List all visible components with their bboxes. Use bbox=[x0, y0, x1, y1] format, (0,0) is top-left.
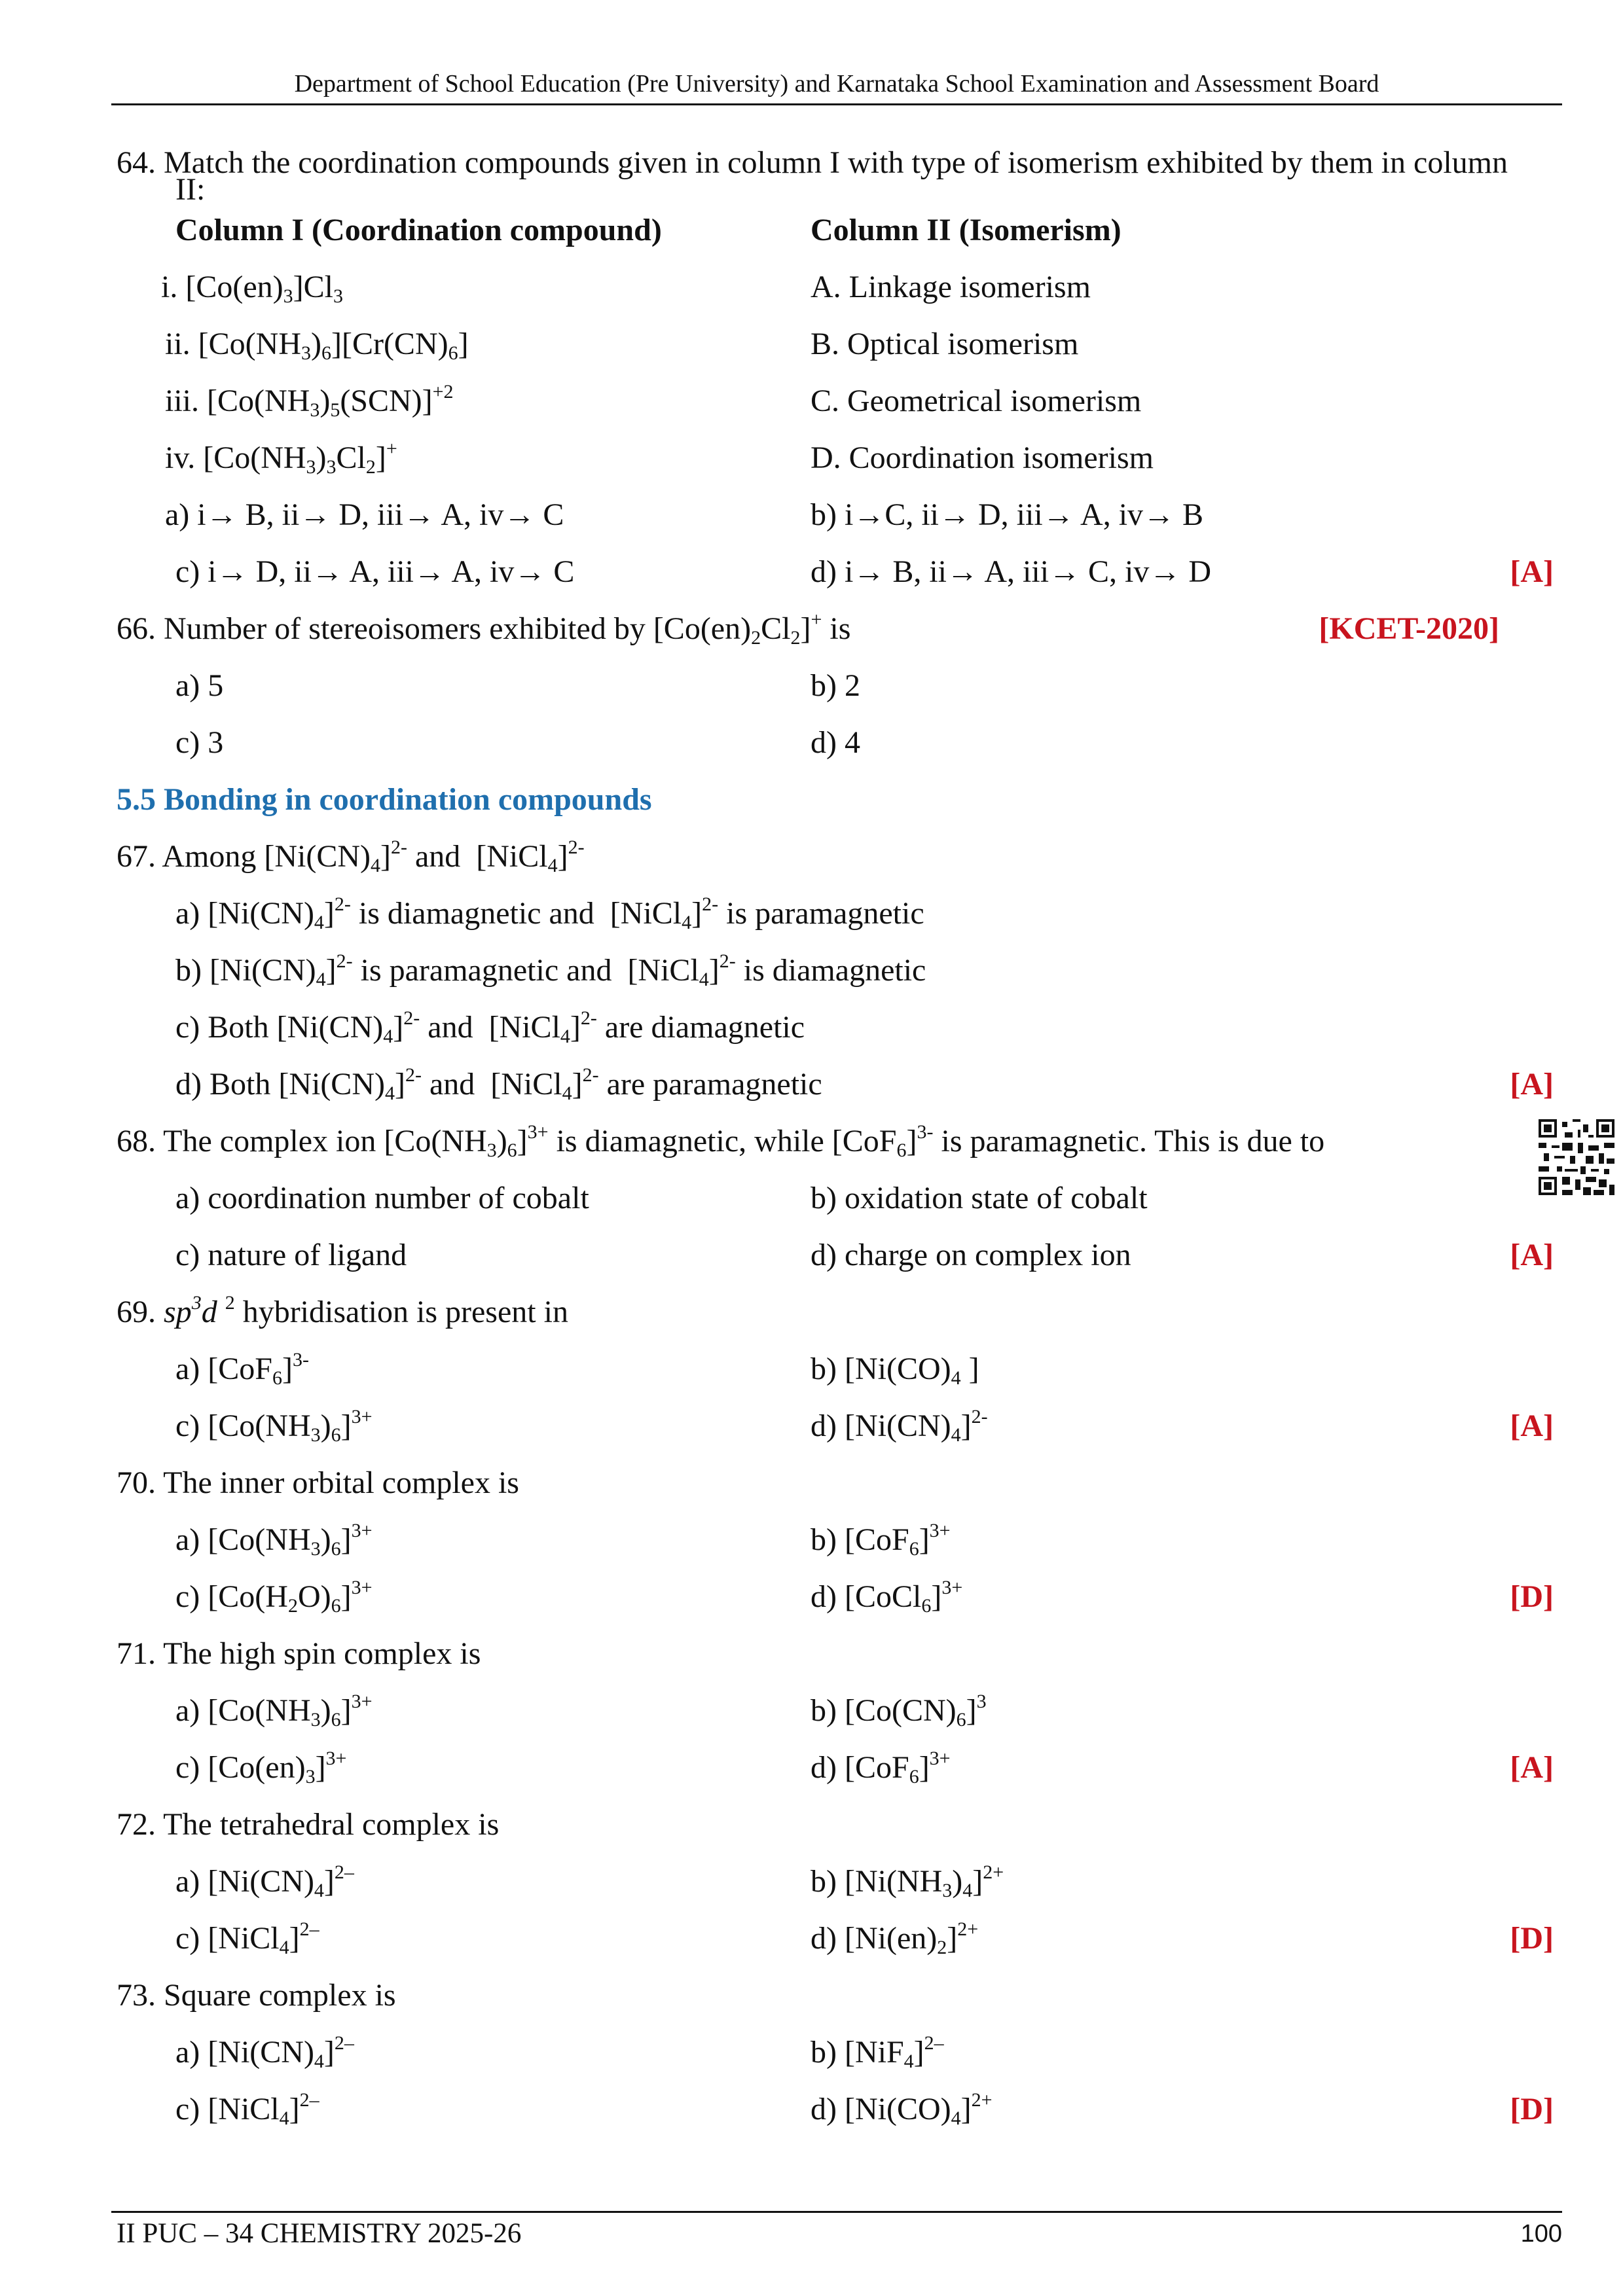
column-1-item: i. $[Co(en)_3]Cl_3$ bbox=[161, 270, 343, 307]
column-2-item: B. Optical isomerism bbox=[811, 327, 1079, 361]
option-d[interactable]: d) $[Ni(CO)_4]^{2+}$ bbox=[811, 2089, 993, 2129]
question-73-stem: 73. Square complex is bbox=[117, 1978, 396, 2013]
column-2-header: Column II (Isomerism) bbox=[811, 213, 1122, 247]
option-b[interactable]: b) $[Ni(NH_3)_4]^{2+}$ bbox=[811, 1861, 1004, 1901]
option-row bbox=[117, 1853, 1557, 1910]
option-d[interactable]: d) $[CoF_6]^{3+}$ bbox=[811, 1748, 951, 1787]
column-2-item: D. Coordination isomerism bbox=[811, 440, 1154, 475]
option-row bbox=[117, 1227, 1557, 1283]
page-number: 100 bbox=[1520, 2220, 1562, 2248]
option-row bbox=[117, 486, 1557, 543]
option-b[interactable]: b) $[CoF_6]^{3+}$ bbox=[811, 1520, 951, 1560]
option-b[interactable]: b) $[NiF_4]^{2-}$ bbox=[811, 2032, 944, 2072]
option-row bbox=[117, 885, 1557, 942]
option-d[interactable]: d) [CoCl$_6$]$^{3+}$ bbox=[811, 1577, 963, 1617]
option-a[interactable]: a) coordination number of cobalt bbox=[175, 1181, 589, 1215]
option-row bbox=[117, 714, 1557, 771]
option-a[interactable]: a) i→ B, ii→ D, iii→ A, iv→ C bbox=[165, 497, 564, 532]
option-d[interactable]: d) 4 bbox=[811, 725, 860, 760]
column-1-header: Column I (Coordination compound) bbox=[175, 213, 662, 247]
option-b[interactable]: b) [$Ni(CO)_4$ ] bbox=[811, 1352, 979, 1389]
option-row bbox=[117, 1511, 1557, 1568]
question-69-stem: 69. $sp^3d$ $^2$ hybridisation is present in bbox=[117, 1292, 568, 1329]
option-a[interactable]: a) $[CoF_6]^{3-}$ bbox=[175, 1349, 309, 1389]
exam-tag: [KCET-2020] bbox=[1319, 611, 1499, 646]
option-c[interactable]: c) $[Co(NH_3)_6]^{3+}$ bbox=[175, 1406, 373, 1446]
option-row bbox=[117, 1397, 1557, 1454]
option-c[interactable]: c) nature of ligand bbox=[175, 1238, 407, 1272]
question-67-stem: 67. Among $[Ni(CN)_4]^{2-}$ and [NiCl$_4$]$^{2-}$ bbox=[117, 836, 585, 876]
question-68-stem: 68. The complex ion $[Co(NH_3)_6]^{3+}$ is diamagnetic, while $[CoF_6]^{3-}$ is paramagnetic. This is due to bbox=[117, 1121, 1325, 1161]
option-d[interactable]: d) Both $[Ni(CN)_4]^{2-}$ and [NiCl$_4$]$^{2-}$ are paramagnetic bbox=[175, 1064, 822, 1104]
option-row bbox=[117, 2081, 1557, 2138]
option-c[interactable]: c) 3 bbox=[175, 725, 224, 760]
option-row bbox=[117, 1340, 1557, 1397]
section-heading: 5.5 Bonding in coordination compounds bbox=[117, 782, 652, 817]
option-row bbox=[117, 999, 1557, 1056]
match-row bbox=[117, 315, 1557, 372]
option-a[interactable]: a) $[Ni(CN)_4]^{2-}$ is diamagnetic and [NiCl$_4$]$^{2-}$ is paramagnetic bbox=[175, 893, 924, 933]
option-c[interactable]: c) [NiCl$_4$]$^{2-}$ bbox=[175, 2089, 319, 2129]
header-rule bbox=[111, 103, 1562, 105]
question-content bbox=[117, 134, 1557, 2138]
footer-course: II PUC – 34 CHEMISTRY 2025-26 bbox=[117, 2218, 522, 2249]
option-c[interactable]: c) $[Co(H_2O)_6]^{3+}$ bbox=[175, 1577, 373, 1617]
answer-key: [D] bbox=[1510, 2092, 1554, 2126]
option-d[interactable]: d) i→ B, ii→ A, iii→ C, iv→ D bbox=[811, 554, 1212, 589]
option-row bbox=[117, 1910, 1557, 1967]
footer-rule bbox=[111, 2211, 1562, 2213]
match-row bbox=[117, 372, 1557, 429]
option-row bbox=[117, 543, 1557, 600]
option-d[interactable]: d) charge on complex ion bbox=[811, 1238, 1131, 1272]
column-1-item: iv. $[Co(NH_3)_3Cl_2]^+$ bbox=[165, 438, 397, 478]
option-a[interactable]: a) $[Ni(CN)_4]^{2-}$ bbox=[175, 2032, 354, 2072]
page-header: Department of School Education (Pre University) and Karnataka School Examination and Assessment Board bbox=[294, 70, 1379, 98]
option-row bbox=[117, 1682, 1557, 1739]
option-a[interactable]: a) $[Co(NH_3)_6]^{3+}$ bbox=[175, 1520, 373, 1560]
option-a[interactable]: a) $[Ni(CN)_4]^{2-}$ bbox=[175, 1861, 354, 1901]
option-row bbox=[117, 2024, 1557, 2081]
question-64-stem: 64. Match the coordination compounds given in column I with type of isomerism exhibited by them in column bbox=[117, 145, 1508, 180]
column-1-item: ii. $[Co(NH_3)_6][Cr(CN)_6]$ bbox=[165, 327, 469, 364]
answer-key: [A] bbox=[1510, 554, 1554, 589]
answer-key: [A] bbox=[1510, 1238, 1554, 1272]
question-64-stem-cont: II: bbox=[175, 172, 206, 207]
column-2-item: A. Linkage isomerism bbox=[811, 270, 1091, 304]
option-row bbox=[117, 1170, 1557, 1227]
option-b[interactable]: b) 2 bbox=[811, 668, 860, 703]
question-70-stem: 70. The inner orbital complex is bbox=[117, 1465, 519, 1500]
answer-key: [A] bbox=[1510, 1408, 1554, 1443]
option-b[interactable]: b) oxidation state of cobalt bbox=[811, 1181, 1148, 1215]
option-d[interactable]: d) $[Ni(en)_2]^{2+}$ bbox=[811, 1918, 979, 1958]
answer-key: [D] bbox=[1510, 1579, 1554, 1614]
question-72-stem: 72. The tetrahedral complex is bbox=[117, 1807, 500, 1842]
match-row bbox=[117, 429, 1557, 486]
option-row bbox=[117, 942, 1557, 999]
column-1-item: iii. $[Co(NH_3)_5(SCN)]^{+2}$ bbox=[165, 381, 454, 421]
option-c[interactable]: c) i→ D, ii→ A, iii→ A, iv→ C bbox=[175, 554, 575, 589]
option-b[interactable]: b) $[Ni(CN)_4]^{2-}$ is paramagnetic and [NiCl$_4$]$^{2-}$ is diamagnetic bbox=[175, 950, 926, 990]
qr-code-icon bbox=[1539, 1119, 1614, 1195]
answer-key: [A] bbox=[1510, 1750, 1554, 1785]
question-71-stem: 71. The high spin complex is bbox=[117, 1636, 481, 1671]
option-c[interactable]: c) Both $[Ni(CN)_4]^{2-}$ and [NiCl$_4$]$^{2-}$ are diamagnetic bbox=[175, 1007, 805, 1047]
question-66-stem: 66. Number of stereoisomers exhibited by $[Co(en)_2Cl_2]^+$ is [KCET-2020] bbox=[117, 600, 1557, 657]
option-d[interactable]: d) $[Ni(CN)_4]^{2-}$ bbox=[811, 1406, 988, 1446]
option-c[interactable]: c) $[Co(en)_3]^{3+}$ bbox=[175, 1748, 347, 1787]
match-row bbox=[117, 259, 1557, 315]
answer-key: [D] bbox=[1510, 1921, 1554, 1956]
answer-key: [A] bbox=[1510, 1067, 1554, 1102]
option-a[interactable]: a) $[Co(NH_3)_6]^{3+}$ bbox=[175, 1691, 373, 1731]
column-headers bbox=[117, 202, 1557, 259]
option-row bbox=[117, 1568, 1557, 1625]
option-c[interactable]: c) [NiCl$_4$]$^{2-}$ bbox=[175, 1918, 319, 1958]
option-b[interactable]: b) i→C, ii→ D, iii→ A, iv→ B bbox=[811, 497, 1204, 532]
option-row bbox=[117, 1056, 1557, 1113]
column-2-item: C. Geometrical isomerism bbox=[811, 384, 1142, 418]
option-row bbox=[117, 1739, 1557, 1796]
option-row bbox=[117, 657, 1557, 714]
option-b[interactable]: b) $[Co(CN)_6]^3$ bbox=[811, 1691, 987, 1731]
option-a[interactable]: a) 5 bbox=[175, 668, 224, 703]
